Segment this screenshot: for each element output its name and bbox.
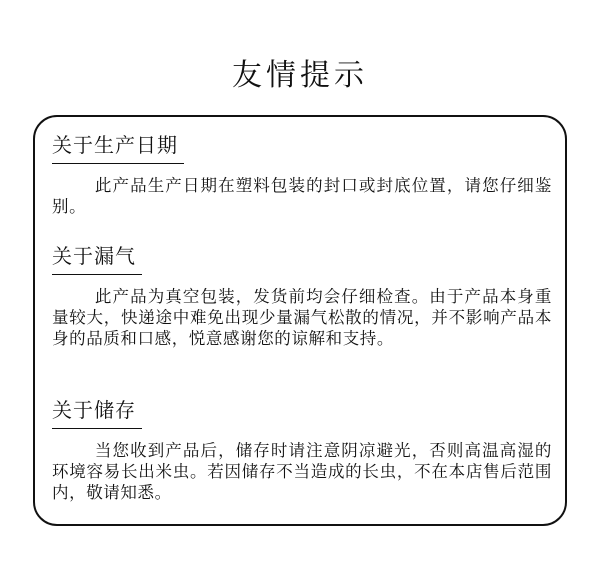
section-air-leak xyxy=(52,242,552,349)
section-heading: 关于储存 xyxy=(52,396,142,429)
section-body: 当您收到产品后，储存时请注意阴凉避光，否则高温高湿的环境容易长出米虫。若因储存不当造成的长虫，不在本店售后范围内，敬请知悉。 xyxy=(52,441,552,502)
section-heading: 关于生产日期 xyxy=(52,131,184,164)
section-body: 此产品为真空包装，发货前均会仔细检查。由于产品本身重量较大，快递途中难免出现少量漏气松散的情况，并不影响产品本身的品质和口感，悦意感谢您的谅解和支持。 xyxy=(52,287,552,348)
section-storage xyxy=(52,396,552,503)
section-body: 此产品生产日期在塑料包装的封口或封底位置，请您仔细鉴别。 xyxy=(52,176,552,216)
section-heading: 关于漏气 xyxy=(52,242,142,275)
page-title: 友情提示 xyxy=(232,58,368,93)
section-production-date xyxy=(52,131,552,217)
